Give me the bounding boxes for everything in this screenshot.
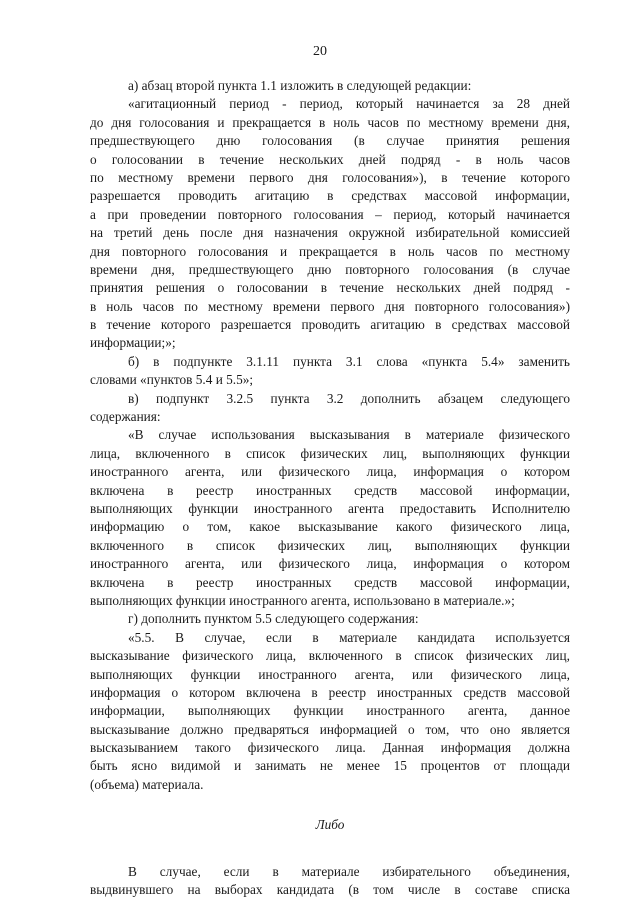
text-line: высказыванием такого физического лица. Данная информация должна xyxy=(90,740,570,756)
text-line: принятия решения о голосовании в течение нескольких дней подряд - xyxy=(90,280,570,296)
text-line: выполняющих функции иностранного агента предоставить Исполнителю xyxy=(90,500,570,516)
text-line: предшествующего дню голосования (в случае принятия решения xyxy=(90,133,570,149)
text-line: лица, включенного в список физических лиц, выполняющих функции xyxy=(90,445,570,461)
text-line: б) в подпункте 3.1.11 пункта 3.1 слова «пункта 5.4» заменить xyxy=(128,353,570,369)
text-line: информацию о том, какое высказывание какого физического лица, xyxy=(90,519,570,535)
text-line: (объема) материала. xyxy=(90,776,204,792)
text-line: информация о котором включена в реестр иностранных средств массовой xyxy=(90,684,570,700)
text-line: В случае, если в материале избирательного объединения, xyxy=(128,863,570,879)
paragraph-p-b xyxy=(90,353,570,390)
paragraph-p-v-quote xyxy=(90,426,570,610)
paragraph-p-v xyxy=(90,390,570,427)
paragraph-p-g-quote xyxy=(90,629,570,795)
paragraph-p-g xyxy=(90,610,570,628)
text-line: «5.5. В случае, если в материале кандидата используется xyxy=(128,629,570,645)
text-line: «В случае использования высказывания в материале физического xyxy=(128,427,570,443)
text-line: информации;»; xyxy=(90,335,176,351)
text-line: выполняющих функции иностранного агента, использовано в материале.»; xyxy=(90,592,515,608)
paragraph-p-tail xyxy=(90,863,570,900)
text-line: быть ясно видимой и занимать не менее 15 процентов от площади xyxy=(90,758,570,774)
amendment-paragraphs xyxy=(90,77,570,794)
text-line: на третий день после дня назначения окружной избирательной комиссией xyxy=(90,225,570,241)
text-line: включенного в список физических лиц, выполняющих функции xyxy=(90,537,570,553)
text-line: иностранного агента, или физического лица, информация о котором xyxy=(90,556,570,572)
text-line: выдвинувшего на выборах кандидата (в том числе в составе списка xyxy=(90,882,570,898)
text-line: дня повторного голосования и прекращается в ноль часов по местному xyxy=(90,243,570,259)
text-line: до дня голосования и прекращается в ноль часов по местному времени дня, xyxy=(90,114,570,130)
text-line: по местному времени первого дня голосования»), в течение которого xyxy=(90,169,570,185)
text-line: времени дня, предшествующего дню повторного голосования (в случае xyxy=(90,261,570,277)
text-line: высказывание физического лица, включенного в список физических лиц, xyxy=(90,648,570,664)
text-line: г) дополнить пунктом 5.5 следующего содержания: xyxy=(128,611,419,627)
document-body xyxy=(90,77,570,899)
paragraph-p-a xyxy=(90,77,570,95)
paragraph-p-a-quote xyxy=(90,95,570,352)
text-line: а) абзац второй пункта 1.1 изложить в следующей редакции: xyxy=(128,78,472,93)
text-line: в) подпункт 3.2.5 пункта 3.2 дополнить абзацем следующего xyxy=(128,390,570,406)
either-label: Либо xyxy=(315,817,345,833)
text-line: в ноль часов по местному времени первого дня повторного голосования») xyxy=(90,298,570,314)
text-line: включена в реестр иностранных средств массовой информации, xyxy=(90,482,570,498)
text-line: в течение которого разрешается проводить агитацию в средствах массовой xyxy=(90,317,570,333)
text-line: разрешается проводить агитацию в средствах массовой информации, xyxy=(90,188,570,204)
page-number: 20 xyxy=(313,44,327,59)
text-line: словами «пунктов 5.4 и 5.5»; xyxy=(90,372,254,388)
text-line: содержания: xyxy=(90,409,161,425)
text-line: информации, выполняющих функции иностранного агента, данное xyxy=(90,703,570,719)
text-line: включена в реестр иностранных средств массовой информации, xyxy=(90,574,570,590)
text-line: выполняющих функции иностранного агента, или физического лица, xyxy=(90,666,570,682)
text-line: высказывание должно предваряться информацией о том, что оно является xyxy=(90,721,570,737)
tail-paragraph xyxy=(90,863,570,900)
text-line: иностранного агента, или физического лица, информация о котором xyxy=(90,464,570,480)
text-line: о голосовании в течение нескольких дней подряд - в ноль часов xyxy=(90,151,570,167)
text-line: «агитационный период - период, который начинается за 28 дней xyxy=(128,96,570,112)
text-line: а при проведении повторного голосования – период, который начинается xyxy=(90,206,570,222)
